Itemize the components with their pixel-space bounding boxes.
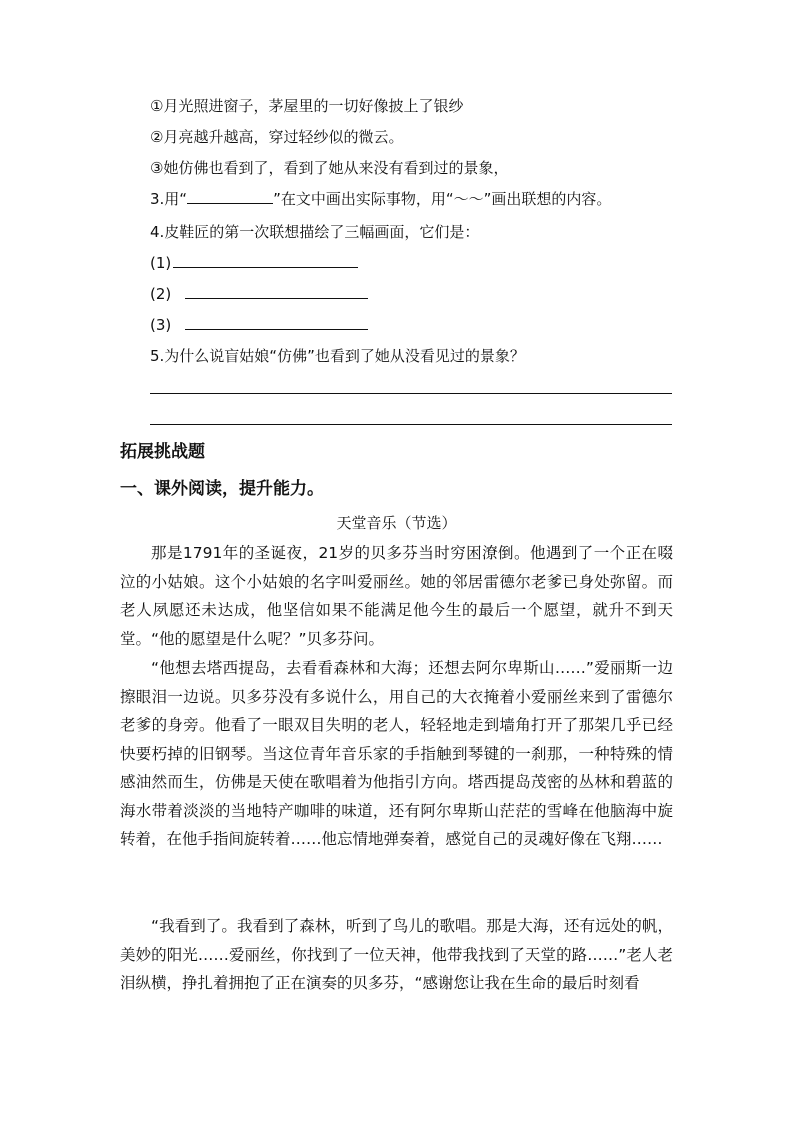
section-subtitle: 一、课外阅读，提升能力。 xyxy=(120,479,324,499)
article-paragraph-3: “他想去塔西提岛，去看看森林和大海；还想去阿尔卑斯山……”爱丽斯一边擦眼泪一边说。贝多芬没有多说什么，用自己的大衣掩着小爱丽丝来到了雷德尔老爹的身旁。他看了一眼双目失明的老人，轻轻地走到墙角打开了那架几乎已经快要朽掉的旧钢琴。当这位青年音乐家的手指触到琴键的一刹那，一种特殊的情感油然而生，仿佛是天使在歌唱着为他指引方向。塔西提岛茂密的丛林和碧蓝的海水带着淡淡的当地特产咖啡的味道，还有阿尔卑斯山茫茫的雪峰在他脑海中旋转着，在他手指间旋转着……他忘情地弹奏着，感觉自己的灵魂好像在飞翔…… xyxy=(120,659,673,848)
question-4: 4.皮鞋匠的第一次联想描绘了三幅画面，它们是： xyxy=(150,223,480,241)
option-3: ③她仿佛也看到了，看到了她从来没有看到过的景象， xyxy=(150,159,509,177)
option-2: ②月亮越升越高，穿过轻纱似的微云。 xyxy=(150,128,404,146)
article-paragraph-4: “我看到了。我看到了森林，听到了鸟儿的歌唱。那是大海，还有远处的帆，美妙的阳光……爱丽丝，你找到了一位天神，他带我找到了天堂的路……”老人老泪纵横，挣扎着拥抱了正在演奏的贝多芬，“感谢您让我在生命的最后时刻看 xyxy=(120,917,673,992)
answer-blank-1[interactable] xyxy=(173,253,358,268)
question-3-text-start: 3.用“ xyxy=(150,190,188,208)
question-4-item-3 xyxy=(150,315,368,335)
answer-blank-3[interactable] xyxy=(185,315,368,330)
question-4-item-2 xyxy=(150,284,368,304)
question-3-line-sample xyxy=(187,189,273,204)
section-title: 拓展挑战题 xyxy=(120,442,205,462)
question-4-item-1 xyxy=(150,253,358,273)
question-4-item-1-label: (1) xyxy=(150,254,172,272)
answer-line-1[interactable] xyxy=(150,393,672,394)
question-4-item-3-label: (3) xyxy=(150,316,172,334)
option-1: ①月光照进窗子，茅屋里的一切好像披上了银纱 xyxy=(150,97,464,115)
question-5: 5.为什么说盲姑娘“仿佛”也看到了她从没看见过的景象？ xyxy=(150,347,525,365)
article-paragraph-1: 那是1791年的圣诞夜，21岁的贝多芬当时穷困潦倒。他遇到了一个正在啜泣的小姑娘。这个小姑娘的名字叫爱丽丝。她的邻居雷德尔老爹已身处弥留。而老人夙愿还未达成，他坚信如果不能满足他今生的最后一个愿望，就升不到天堂。 xyxy=(120,544,673,648)
question-3-text-end: ”在文中画出实际事物，用“～～”画出联想的内容。 xyxy=(273,190,612,208)
question-3 xyxy=(150,189,611,209)
answer-blank-2[interactable] xyxy=(185,284,368,299)
answer-line-2[interactable] xyxy=(150,424,672,425)
article-title: 天堂音乐（节选） xyxy=(336,514,457,532)
question-4-item-2-label: (2) xyxy=(150,285,172,303)
article-paragraph-2: “他的愿望是什么呢？”贝多芬问。 xyxy=(151,630,385,648)
